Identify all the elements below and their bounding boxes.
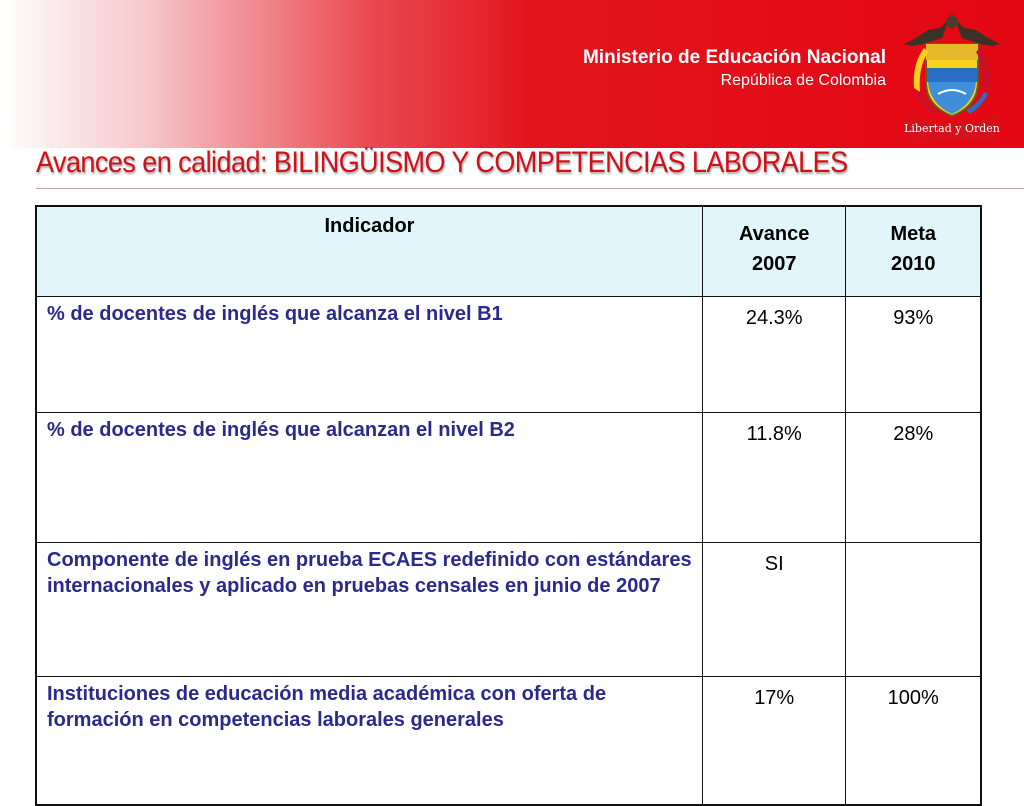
indicator-cell: Componente de inglés en prueba ECAES redefinido con estándares internacionales y aplicado en pruebas censales en junio de 2007 <box>36 543 702 677</box>
table-header-row <box>36 206 981 297</box>
table-row <box>36 297 981 413</box>
meta-cell <box>846 543 981 677</box>
coat-of-arms-seal <box>898 8 1006 142</box>
indicators-table <box>35 205 982 806</box>
avance-cell: 24.3% <box>702 297 846 413</box>
avance-cell: 17% <box>702 677 846 806</box>
title-divider <box>36 188 1024 189</box>
ministry-name: Ministerio de Educación Nacional <box>582 47 886 68</box>
table-row <box>36 677 981 806</box>
shield-icon <box>926 44 978 116</box>
column-header-indicador <box>36 206 702 297</box>
indicator-cell: % de docentes de inglés que alcanza el nivel B1 <box>36 297 702 413</box>
table-row <box>36 413 981 543</box>
meta-cell: 93% <box>846 297 981 413</box>
indicator-cell: Instituciones de educación media académica con oferta de formación en competencias laborales generales <box>36 677 702 806</box>
meta-cell: 100% <box>846 677 981 806</box>
header-indicador-label: Indicador <box>324 215 415 237</box>
ministry-subtitle: República de Colombia <box>720 72 886 89</box>
indicator-cell: % de docentes de inglés que alcanzan el nivel B2 <box>36 413 702 543</box>
table-row <box>36 543 981 677</box>
header-meta-year: 2010 <box>890 253 936 275</box>
avance-cell: 11.8% <box>702 413 846 543</box>
column-header-avance <box>702 206 846 297</box>
header-avance-year: 2007 <box>751 253 797 275</box>
meta-cell: 28% <box>846 413 981 543</box>
avance-cell: SI <box>702 543 846 677</box>
seal-motto: Libertad y Orden <box>904 122 1000 135</box>
ministry-block <box>583 46 886 92</box>
condor-icon <box>904 12 1000 46</box>
slide-title: Avances en calidad: BILINGÜISMO Y COMPETENCIAS LABORALES <box>36 146 848 179</box>
column-header-meta <box>846 206 981 297</box>
header-meta-label: Meta <box>890 223 937 245</box>
header-avance-label: Avance <box>738 223 810 245</box>
